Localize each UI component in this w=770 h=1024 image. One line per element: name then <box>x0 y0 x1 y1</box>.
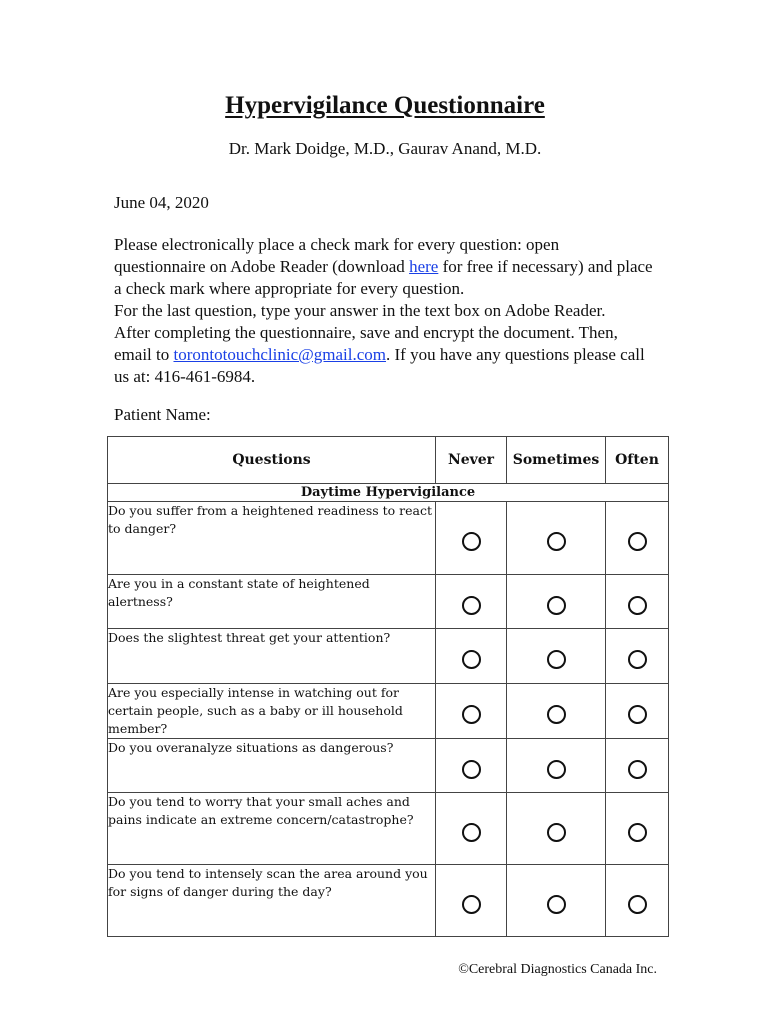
option-cell-often <box>606 739 669 793</box>
table-row <box>108 502 669 575</box>
option-cell-sometimes <box>507 793 606 865</box>
document-title: Hypervigilance Questionnaire <box>225 92 545 119</box>
question-text: Does the slightest threat get your attention? <box>108 629 436 684</box>
instructions-text-1b: for free if necessary) and place a check mark where appropriate for every question. <box>114 257 653 298</box>
option-cell-never <box>436 793 507 865</box>
option-cell-sometimes <box>507 684 606 739</box>
table-row <box>108 684 669 739</box>
section-row <box>108 484 669 502</box>
radio-never[interactable] <box>462 705 481 724</box>
radio-never[interactable] <box>462 823 481 842</box>
radio-never[interactable] <box>462 596 481 615</box>
table-header-row <box>108 437 669 484</box>
document-authors: Dr. Mark Doidge, M.D., Gaurav Anand, M.D. <box>228 139 542 158</box>
option-cell-often <box>606 575 669 629</box>
option-cell-sometimes <box>507 575 606 629</box>
option-cell-often <box>606 684 669 739</box>
instructions-text-3a: After completing the questionnaire, save and encrypt the document. Then, email to <box>114 323 618 364</box>
radio-sometimes[interactable] <box>547 532 566 551</box>
instructions-paragraph-3 <box>114 322 654 388</box>
question-text: Do you suffer from a heightened readiness to react to danger? <box>108 502 436 575</box>
section-title: Daytime Hypervigilance <box>108 484 669 502</box>
option-cell-often <box>606 793 669 865</box>
radio-often[interactable] <box>628 532 647 551</box>
patient-name-label: Patient Name: <box>114 405 211 424</box>
instructions <box>114 234 654 388</box>
option-cell-never <box>436 684 507 739</box>
radio-often[interactable] <box>628 596 647 615</box>
radio-sometimes[interactable] <box>547 705 566 724</box>
copyright-footer: ©Cerebral Diagnostics Canada Inc. <box>458 962 657 977</box>
question-text: Are you in a constant state of heightened alertness? <box>108 575 436 629</box>
option-cell-often <box>606 629 669 684</box>
option-cell-never <box>436 865 507 937</box>
option-cell-never <box>436 629 507 684</box>
table-row <box>108 629 669 684</box>
option-cell-never <box>436 575 507 629</box>
header-often: Often <box>606 437 669 484</box>
radio-never[interactable] <box>462 895 481 914</box>
question-text: Are you especially intense in watching out for certain people, such as a baby or ill household member? <box>108 684 436 739</box>
instructions-text-3b: . If you have any questions please call us at: 416-461-6984. <box>114 345 645 386</box>
radio-sometimes[interactable] <box>547 650 566 669</box>
option-cell-sometimes <box>507 502 606 575</box>
option-cell-never <box>436 739 507 793</box>
table-row <box>108 575 669 629</box>
document-date: June 04, 2020 <box>114 193 209 212</box>
table-row <box>108 865 669 937</box>
question-text: Do you tend to worry that your small aches and pains indicate an extreme concern/catastrophe? <box>108 793 436 865</box>
radio-often[interactable] <box>628 705 647 724</box>
questionnaire-table <box>107 436 669 937</box>
radio-never[interactable] <box>462 532 481 551</box>
radio-sometimes[interactable] <box>547 895 566 914</box>
option-cell-sometimes <box>507 739 606 793</box>
option-cell-sometimes <box>507 629 606 684</box>
instructions-text-1a: Please electronically place a check mark for every question: open questionnaire on Adobe Reader (download <box>114 235 560 276</box>
radio-sometimes[interactable] <box>547 823 566 842</box>
header-sometimes: Sometimes <box>507 437 606 484</box>
table-row <box>108 793 669 865</box>
option-cell-often <box>606 502 669 575</box>
option-cell-never <box>436 502 507 575</box>
instructions-paragraph-2: For the last question, type your answer in the text box on Adobe Reader. <box>114 301 606 320</box>
header-questions: Questions <box>108 437 436 484</box>
question-text: Do you tend to intensely scan the area around you for signs of danger during the day? <box>108 865 436 937</box>
radio-often[interactable] <box>628 823 647 842</box>
instructions-paragraph-1 <box>114 234 654 300</box>
option-cell-often <box>606 865 669 937</box>
radio-often[interactable] <box>628 760 647 779</box>
radio-sometimes[interactable] <box>547 596 566 615</box>
radio-often[interactable] <box>628 650 647 669</box>
download-link[interactable]: here <box>409 257 439 276</box>
email-link[interactable]: torontotouchclinic@gmail.com <box>173 345 387 364</box>
table-row <box>108 739 669 793</box>
question-text: Do you overanalyze situations as dangerous? <box>108 739 436 793</box>
radio-sometimes[interactable] <box>547 760 566 779</box>
option-cell-sometimes <box>507 865 606 937</box>
radio-never[interactable] <box>462 760 481 779</box>
radio-often[interactable] <box>628 895 647 914</box>
header-never: Never <box>436 437 507 484</box>
radio-never[interactable] <box>462 650 481 669</box>
